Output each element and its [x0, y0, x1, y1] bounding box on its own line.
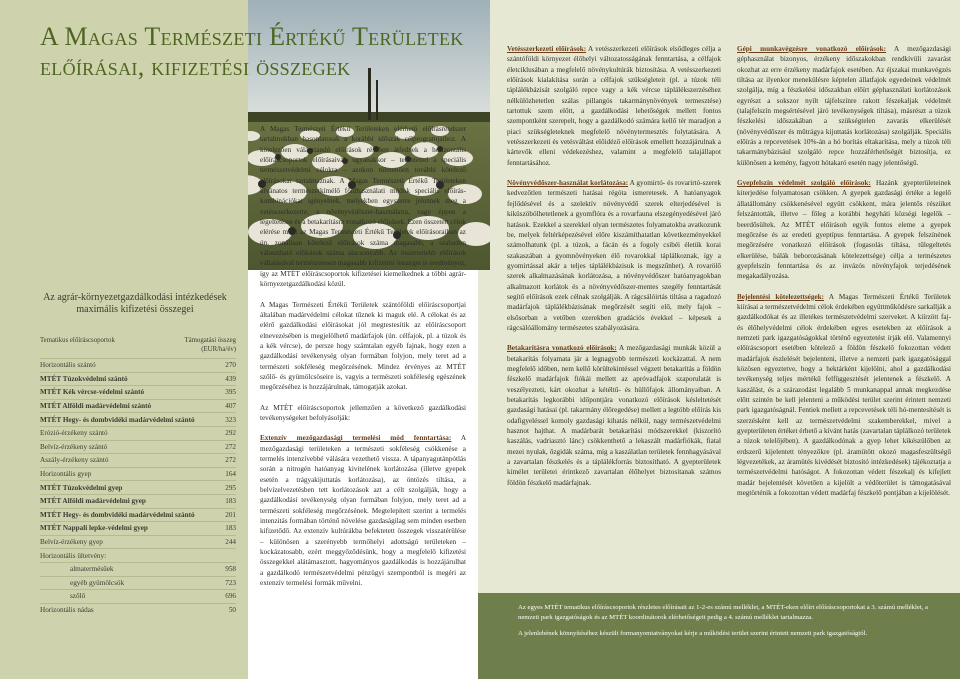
- paragraph-lead: Gyepfelszín védelmét szolgáló előírások:: [737, 179, 871, 188]
- table-row: [40, 548, 236, 562]
- paragraph: [260, 433, 466, 588]
- row-label: Belvíz-érzékeny szántó: [40, 442, 108, 451]
- paragraph-body: A gyomirtó- és rovarirtó-szerek kedvezőtlen természeti hatásai régóta ismeretesek. A hatóanyagok fejlődésével és a szelektív növényvédő szerek elterjedésével is kiküszöbölhetetlenek a gyomflóra és a rovarfauna elszegényedésével járó hatások. Ezekkel a szerekkel olyan természetes folyamatokba avatkozunk be, melyek feltérképezésével előre kiszámíthatatlan következményekkel számolhatunk (pl. a túzok, a fácán és a fogoly csibéi életük korai szakaszában a gyomnövényeken élő rovarokkal táplálkoznak, így a gyomirtással akár a teljes táplálékbázisuk is megszűnhet). A rovarölő szerek alkalmazásának korlátozása, a növényvédőszer hatóanyagokban alkalmazott korlátok és a növényvédőszer-mentes szegély fenntartását segítő előírások ezek célnak szolgálják. A rágcsálóirtás tiltása a ragadozó madárfajok táplálékbázisának megőrzését segíti elő, mely fajok – elsősorban a vetőben ezerekben gradációs évekkel – képesek a rágcsálóállomány természetes szabályozására.: [507, 179, 722, 332]
- support-table: [40, 336, 236, 616]
- paragraph: [507, 44, 721, 168]
- paragraph-body: A mezőgazdasági területeken a természeti sokféleség csökkenése a termelés intenzívebbé válására vezethető vissza. A tápanyagutánpótlás során a nitrogén hatóanyag kivitelének korlátozása (illetve gyepek esetén a trágyakijuttatás korlátozása), az öntözés tiltása, a belvízelvezetésben tett korlátozások azt a célt szolgálják, hogy a gazdálkodási tevékenység olyan formában folyjon, mely teret ad a természeti sokféleség megőrzésének. Megtelepített szerint a termelés intenzitás formában történő növelése gazdaságilag sem minden esetben kifizetődő. Az extenzív kultúrákba befektetett összegek visszatérülése – különösen a szerényebb termőhelyi adottságú területeken – kockázatosabb, ezért meggyőződésünk, hogy a megfelelő kifizetési összegekkel alátámasztott, hagyományos gazdálkodás is hozzájárulhat a gazdálkodó természetvédelmi pénzügyi szempontból is megéri az extenzív termelési formák művelni.: [260, 434, 467, 588]
- row-label: Horizontális szántó: [40, 361, 96, 370]
- row-amount: 958: [225, 565, 236, 574]
- row-amount: 323: [225, 415, 236, 424]
- row-amount: 696: [225, 592, 236, 601]
- support-table-heading: Az agrár-környezetgazdálkodási intézkedések maximális kifizetési összegei: [43, 292, 227, 315]
- column-header-amount-line1: Támogatási összeg: [184, 337, 236, 344]
- row-label: MTÉT Túzokvédelmi szántó: [40, 374, 128, 383]
- paragraph-lead: Extenzív mezőgazdasági termelési mód fenntartása:: [260, 434, 452, 443]
- table-row: [40, 399, 236, 413]
- row-label: MTÉT Túzokvédelmi gyep: [40, 483, 123, 492]
- support-table-rows: [40, 358, 236, 616]
- row-label: MTÉT Hegy- és dombvidéki madárvédelmi szántó: [40, 510, 195, 519]
- paragraph-lead: Gépi munkavégzésre vonatkozó előírások:: [737, 45, 887, 53]
- row-amount: 201: [225, 510, 236, 519]
- row-label: Aszály-érzékeny szántó: [40, 456, 109, 465]
- paragraph: A Magas Természeti Értékű Területeken elérhető előírásrendszer tartalmukban hasonlatosak a korábbi időszak célprogramjaihoz. A kötelezően választandó előírások részben átfednek a horizontális előíráscsoportok előírásaival, ugyanakkor – tekintettel a speciális természetvédelmi célokra – azokon túlmenően további kötelező előírásokat tartalmaznak. A Magas Természeti Értékű Területeken kívánatos természetkímélő földhasználati módok speciális előírás-kombinációkat igényelnek, melyekben egyszerre jelennek meg a vetésszerkezetre, a növényvédőszer-használatra, vagy éppen a legeltetésre és a betakarításra vonatkozó előírások. Ezen összetett célok elérése miatt az Magas Természeti Értékű Területek előírásoraiban az ún. zonálisan kötelező előírások száma magasabb, a szabadon választható előírások száma alacsonyabb. Az összetettebb előírások vállalásával természetesen magasabb kifizetési összeget is eredményez, így az MTÉT előíráscsoportok kifizetései kiemelkednek a többi agrár-környezetgazdálkodási közül.: [260, 125, 466, 289]
- row-amount: 295: [225, 483, 236, 492]
- table-row: [40, 535, 236, 549]
- row-amount: 50: [228, 605, 236, 614]
- table-row: [40, 453, 236, 467]
- annex-info-text: Az egyes MTÉT tematikus előíráscsoportok részletes előírásait az 1-2-es számú melléklet, a MTÉT-eken előírt előíráscsoportokat a 3. számú melléklet, a nemzeti park igazgatóságok és az MTÉT koordinátorok elérhetőségeit pedig a 4. számú melléklet tartalmazza.: [518, 604, 929, 621]
- row-label: MTÉT Hegy- és dombvidéki madárvédelmi szántó: [40, 415, 195, 424]
- row-label: Horizontális nádas: [40, 605, 94, 614]
- row-amount: 723: [225, 578, 236, 587]
- row-amount: 272: [225, 456, 236, 465]
- paragraph-body: A vetésszerkezeti előírások elsődleges célja a szántóföldi környezet élőhelyi változatosságának fenntartása, a célfajok életciklusában a megfelelő növénykultúrák biztosítása. A vetésszerkezeti előírások kialakítása során a célfajok szükségleteit (pl. a túzok téli táplálékbázisát szolgáló repce vagy a kék vércse táplálékszerzéséhez nélkülözhetetlen szálas pillangós takarmánynövények termesztése) tartottuk szem előtt, a gazdálkodási lehetőségek mellett fontos szempontként szerepelt, hogy a gazdálkodó számára kellő tér maradjon a piaci szükségleteknek megfelelő növénytermesztés folytatására. A vetésszerkezeti és vetésváltást előidéző előírások emellett hozzájárulnak a kártevők elleni védekezéshez, valamint a megfelelő talajállapot fenntartásához.: [507, 45, 721, 167]
- row-amount: 439: [225, 374, 236, 383]
- table-row: [40, 358, 236, 372]
- forms-info-text: A jelenlebének könnyítéséhez készült formanyomtatványokat kérje a működési terület szerint érintett nemzeti park igazgatóságtól.: [518, 630, 868, 637]
- row-amount: 183: [225, 524, 236, 533]
- paragraph-body: A mezőgazdasági géphasználat bizonyos, érzékeny időszakokban rendkívüli zavarást okozhat az erre érzékeny madárfajok esetében. Az éjszakai munkavégzés tiltása az ilyenkor menekülésre képtelen állatfajok egyedeinek védelmét szolgálja, míg a fészkelési időszakban előírt géphasználati korlátozások egyrészt a sokszor nyílt tájfelszínre rakott fészekaljak védelmét (talajfelszín megsértésével járó tevékenységek tiltása), másrészt a túzok fészkelési időszakában a szükségtelen zavarás elkerülését (növényvédőszer és műtrágya kijuttatás korlátozása) szolgálják. Speciális előírás a repcevetések 10%-án a hó borítás eltakarítása, mely a túzok téli takarmánybázisául szolgáló repce hozzáférhetőségét biztosítja, ez különösen a kemény, fagyott hótakaró esetén nagy jelentőségű.: [737, 45, 952, 167]
- support-table-header: [40, 336, 236, 354]
- row-label: egyéb gyümölcsök: [70, 578, 125, 587]
- paragraph: A Magas Természeti Értékű Területek szántóföldi előíráscsoportjai általában madárvédelmi célokat tűznek ki maguk elé. A célokat és az elérő gazdálkodási előírásokat jól megtestesítik az előíráscsoport elnevezésében is megjelölhető madárfajok (ún. célfajok, pl. a túzok és a kék vércse), de persze hogy számtalan egyéb fajnak, hogy ezen a gazdálkodási tevékenység olyan formában folyjon, mely teret ad a természeti sokféleség megőrzésének. Mindez érvényes az MTÉT szőlő- és gyümölcsöseire is, vagyis a természeti sokféleség egészének megőrzéséhez is hozzájárulnak, támogatják azokat.: [260, 300, 466, 392]
- paragraph: [507, 343, 721, 488]
- title-line-1: A Magas Természeti Értékű Területek: [40, 22, 464, 51]
- paragraph-body: Hazánk gyepterületeinek kiterjedése folyamatosan csökken. A gyepek gazdasági értéke a legelő állatállomány csökkenésével együtt csökkent, mára jelentős részüket felszántották, illetve – főleg a korábbi hegyháti községi legelők – beerdősültek. Az MTÉT előírásoh egyik fontos eleme a gyepek megőrzése és az eredeti gyeptípus fenntartása. A gyepek felszínének megőrzésére vonatkozó előírások (fogasolás tiltása, tűlegeltetés elkerülése, bálák beborozásának kötelezettsége) célja a természetes gyepfelszín fenntartása és az invázós növényfajok terjedésének megakadályozása.: [737, 179, 951, 281]
- paragraph-lead: Bejelentési kötelezettségek:: [737, 292, 825, 301]
- row-label: Horizontális ültetvény:: [40, 551, 107, 560]
- text-column-2: [507, 44, 721, 498]
- table-row: [40, 508, 236, 522]
- column-header-amount-line2: (EUR/ha/év): [201, 346, 236, 353]
- paragraph-lead: Betakarításra vonatkozó előírások:: [507, 344, 617, 353]
- text-column-3: [737, 44, 951, 508]
- page-title: [40, 22, 480, 82]
- table-row: [40, 562, 236, 576]
- paragraph: [737, 178, 951, 281]
- paragraph: Az MTÉT előíráscsoportok jellemzően a következő gazdálkodási tevékenységeket befolyásolják:: [260, 403, 466, 422]
- row-amount: 292: [225, 429, 236, 438]
- row-label: almatermésűek: [70, 565, 114, 574]
- table-row: [40, 494, 236, 508]
- row-amount: 164: [225, 470, 236, 479]
- row-label: MTÉT Kék vércse-védelmi szántó: [40, 388, 145, 397]
- row-label: szőlő: [70, 592, 86, 601]
- row-label: MTÉT Alföldi madárvédelmi gyep: [40, 497, 146, 506]
- table-row: [40, 521, 236, 535]
- column-header-amount: [184, 336, 236, 354]
- table-row: [40, 589, 236, 603]
- table-row: [40, 426, 236, 440]
- paragraph-lead: Növényvédőszer-használat korlátozása:: [507, 179, 629, 188]
- row-amount: 183: [225, 497, 236, 506]
- row-amount: 272: [225, 442, 236, 451]
- annex-info-box: [478, 593, 960, 679]
- paragraph-lead: Vetésszerkezeti előírások:: [507, 45, 587, 53]
- row-amount: 270: [225, 361, 236, 370]
- text-column-1: [260, 124, 466, 598]
- paragraph: [737, 44, 951, 168]
- table-row: [40, 440, 236, 454]
- paragraph-body: A Magas Természeti Értékű Területek kiírásai a természetvédelmi célok érdekében együttműködésre sarkallják a gazdálkodókat és az illetékes természetvédelmi szerveket. A kiírzött faj- és élőhelyvédelmi célok érdekében egyes esetekben az előírások a nemzeti park igazgatóságokkal történő egyeztetést írják elő. Valamennyi előíráscsoport esetében kötelező a földön fészkelő fokozottan védett madárfajok észlelését bejelenteni, illetve a nemzeti park igazgatósággal közösen egyeztetve, hogy a hektárként kijelölni, ahol a gazdálkodási tevékenység teljes mértékű felfüggesztését jelentenek a fészkelő. A kaszálást, és a szárazodást legalább 5 munkanappal annak megkezdése előtt szintén be kell jelenteni a működési terület szerint érintett nemzeti park igazgatóságnál. Fentiek mellett a repcevetések téli hó-mentesítését is szerzésként kell az természetvédelmi szakemberekkel, mivel a gyepterületen értéket érhető a kívánt hatás (zavartalan táplálkozó területek a túzok telelőjében). A gazdálkodónak a gyep lehet kikészülőben az erdszerű kijelentett tényezőkre (pl. áramütött okozó magasfeszültségű légvezetékek, az áramütés kivédését biztosító intézkedések) tájékoztatja a természetvédelmi hatóságot. A fokozottan védett fészekalj és kifejlett madár bejelentését követően a kijelölt a védőterület is támogatásával megtörténik a fokozottan védett madárfaj fészkelő pontjában a kijelölését.: [737, 292, 951, 498]
- row-amount: 407: [225, 402, 236, 411]
- table-row: [40, 372, 236, 386]
- row-label: Horizontális gyep: [40, 470, 92, 479]
- paragraph: [737, 292, 951, 499]
- row-label: MTÉT Nappali lepke-védelmi gyep: [40, 524, 148, 533]
- column-header-groups: Tematikus előíráscsoportok: [40, 337, 115, 344]
- table-row: [40, 576, 236, 590]
- paragraph-body: A mezőgazdasági munkák közül a betakarítás folyamata jár a legnagyobb természeti kockázattal. A nem megfelelő időben, nem kellő körültekintéssel végzett betakarítás a földön fészkelő madárfajok fiókái mellett az apróvadfajok szaporulatát is veszélyezteti, kárt okozhat a kétéltű- és hüllőfajok állományaiban. A betakarítás legkorábbi időpontjára vonatkozó előírások késleltetését gazdasági hatásai (pl. takarmány élőregedése) mellett a legtöbb előírás kis odafigyeléssel komoly gazdasági kihatás nélkül, nagy természetvédelmi hasznot hajthat. A madárbarát betakarítási módszerekkel (kiszorító kaszálás, vadriasztó lánc) csökkenthető a lekaszált madárfiókák, fiatal mezei nyulak, őzgidák száma, míg a kaszálatlan területek fennhagyásával a zavartalan fészkelés és a táplálékforrás biztosítható. A gyepterületek kímélet területei érintkező zavartalan élőhelyet biztosítanak számos földön fészkelő madárfajnak.: [507, 344, 721, 487]
- row-amount: 244: [225, 538, 236, 547]
- table-row: [40, 480, 236, 494]
- table-row: [40, 467, 236, 481]
- title-line-2: előírásai, kifizetési összegek: [40, 52, 351, 81]
- table-row: [40, 603, 236, 617]
- row-label: MTÉT Alföldi madárvédelmi szántó: [40, 402, 152, 411]
- row-label: Erózió-érzékeny szántó: [40, 429, 108, 438]
- table-row: [40, 412, 236, 426]
- row-label: Belvíz-érzékeny gyep: [40, 538, 103, 547]
- row-amount: 395: [225, 388, 236, 397]
- table-row: [40, 385, 236, 399]
- paragraph: [507, 178, 721, 333]
